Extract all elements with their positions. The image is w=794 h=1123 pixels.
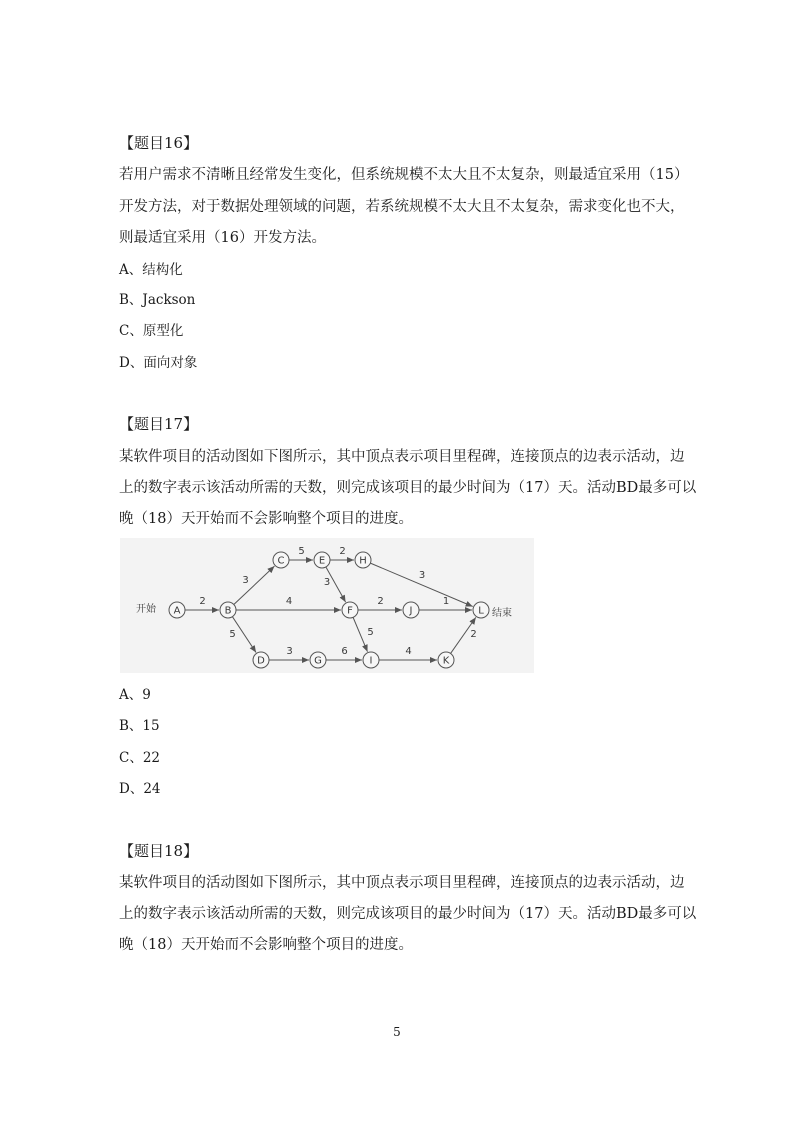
edge-weight-E-F: 3 xyxy=(323,577,331,588)
q16-option-d: D、面向对象 xyxy=(119,355,198,371)
q16-option-b: B、Jackson xyxy=(119,292,196,308)
node-label-E: E xyxy=(318,555,326,567)
q17-title: 【题目17】 xyxy=(119,415,199,433)
edge-weight-H-L: 3 xyxy=(418,570,426,581)
page-number: 5 xyxy=(393,1025,401,1039)
q16-option-a: A、结构化 xyxy=(119,262,183,278)
edge-weight-B-F: 4 xyxy=(285,596,293,607)
edge-weight-E-H: 2 xyxy=(339,546,346,557)
node-label-K: K xyxy=(442,655,450,667)
edge-weight-D-G: 3 xyxy=(286,646,293,657)
q17-option-d: D、24 xyxy=(119,781,161,797)
q18-title: 【题目18】 xyxy=(119,842,199,860)
edge-weight-F-I: 5 xyxy=(367,627,374,638)
node-label-J: J xyxy=(409,605,413,617)
q17-option-c: C、22 xyxy=(119,750,161,766)
node-label-L: L xyxy=(478,605,484,617)
node-label-B: B xyxy=(224,605,232,617)
edge-weight-J-L: 1 xyxy=(442,596,450,607)
edge-weight-C-E: 5 xyxy=(298,546,305,557)
node-label-D: D xyxy=(257,655,265,667)
node-label-A: A xyxy=(173,605,181,617)
start-label: 开始 xyxy=(136,604,156,615)
edge-weight-I-K: 4 xyxy=(405,646,412,657)
edge-weight-G-I: 6 xyxy=(341,646,348,657)
q18-text-line: 上的数字表示该活动所需的天数，则完成该项目的最少时间为（17）天。活动BD最多可以 xyxy=(119,906,697,922)
q16-text-line: 开发方法，对于数据处理领域的问题，若系统规模不太大且不太复杂，需求变化也不大， xyxy=(119,199,685,215)
q18-text-line: 晚（18）天开始而不会影响整个项目的进度。 xyxy=(119,937,413,953)
edge-weight-B-C: 3 xyxy=(242,575,249,586)
q17-option-b: B、15 xyxy=(119,718,160,734)
node-label-H: H xyxy=(359,555,367,567)
q18-text-line: 某软件项目的活动图如下图所示，其中顶点表示项目里程碑，连接顶点的边表示活动，边 xyxy=(119,875,685,891)
q16-text-line: 若用户需求不清晰且经常发生变化，但系统规模不太大且不太复杂，则最适宜采用（15） xyxy=(119,167,689,183)
q17-text-line: 上的数字表示该活动所需的天数，则完成该项目的最少时间为（17）天。活动BD最多可以 xyxy=(119,480,697,496)
activity-network-diagram xyxy=(120,538,534,673)
q16-option-c: C、原型化 xyxy=(119,323,184,339)
edge-weight-A-B: 2 xyxy=(199,596,206,607)
edge-weight-B-D: 5 xyxy=(229,629,236,640)
q16-text-line: 则最适宜采用（16）开发方法。 xyxy=(119,230,326,246)
edge-weight-F-J: 2 xyxy=(377,596,384,607)
node-label-I: I xyxy=(369,655,373,667)
node-label-C: C xyxy=(277,555,285,567)
node-label-F: F xyxy=(347,605,353,617)
q17-text-line: 某软件项目的活动图如下图所示，其中顶点表示项目里程碑，连接顶点的边表示活动，边 xyxy=(119,449,685,465)
end-label: 结束 xyxy=(492,608,512,619)
edge-weight-K-L: 2 xyxy=(470,629,477,640)
q16-title: 【题目16】 xyxy=(119,134,199,152)
node-label-G: G xyxy=(314,655,322,667)
q17-text-line: 晚（18）天开始而不会影响整个项目的进度。 xyxy=(119,511,413,527)
q17-option-a: A、9 xyxy=(119,687,151,703)
